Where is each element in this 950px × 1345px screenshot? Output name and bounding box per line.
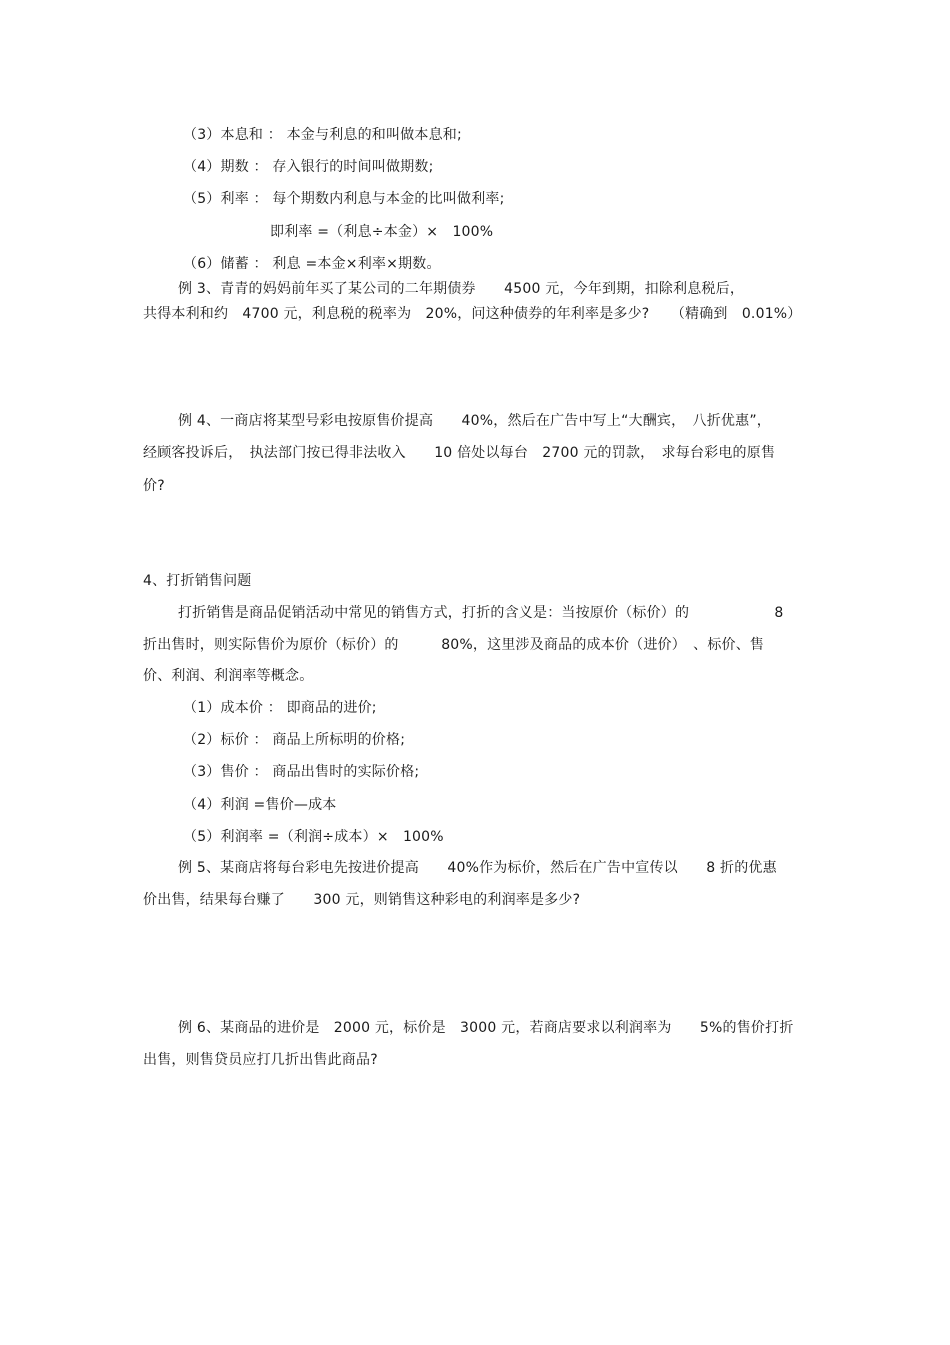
discount-paragraph-line-3: 价、利润、利润率等概念。 — [143, 668, 314, 684]
example-4-line-3: 价? — [143, 478, 165, 494]
example-5-line-2: 价出售，结果每台赚了 300 元，则销售这种彩电的利润率是多少? — [143, 892, 581, 908]
discount-paragraph-line-1: 打折销售是商品促销活动中常见的销售方式，打折的含义是：当按原价（标价）的 8 — [178, 605, 784, 621]
interest-rate-formula: 即利率 =（利息÷本金）× 100% — [270, 224, 494, 240]
profit-definition: （4）利润 =售价—成本 — [183, 797, 337, 813]
interest-rate-definition: （5）利率 ： 每个期数内利息与本金的比叫做利率; — [183, 191, 505, 207]
marked-price-definition: （2）标价 ： 商品上所标明的价格; — [183, 732, 406, 748]
period-definition: （4）期数 ： 存入银行的时间叫做期数; — [183, 159, 434, 175]
discount-paragraph-line-2: 折出售时，则实际售价为原价（标价）的 80%，这里涉及商品的成本价（进价） 、标价、售 — [143, 637, 765, 653]
example-4-line-1: 例 4、一商店将某型号彩电按原售价提高 40%，然后在广告中写上“大酬宾， 八折优惠”， — [178, 413, 771, 429]
example-6-line-2: 出售，则售贷员应打几折出售此商品? — [143, 1052, 378, 1068]
cost-price-definition: （1）成本价 ： 即商品的进价; — [183, 700, 377, 716]
profit-rate-definition: （5）利润率 =（利润÷成本）× 100% — [183, 829, 444, 845]
section-4-title: 4、打折销售问题 — [143, 573, 252, 589]
interest-sum-definition: （3）本息和 ： 本金与利息的和叫做本息和; — [183, 127, 462, 143]
selling-price-definition: （3）售价 ： 商品出售时的实际价格; — [183, 764, 420, 780]
savings-formula: （6）储蓄 ： 利息 =本金×利率×期数。 — [183, 256, 441, 272]
example-3-line-2: 共得本利和约 4700 元，利息税的税率为 20%，问这种债券的年利率是多少? （精确到 0.01%） — [143, 306, 802, 322]
example-3-line-1: 例 3、青青的妈妈前年买了某公司的二年期债券 4500 元，今年到期，扣除利息税后， — [178, 281, 745, 297]
example-4-line-2: 经顾客投诉后， 执法部门按已得非法收入 10 倍处以每台 2700 元的罚款， 求每台彩电的原售 — [143, 445, 776, 461]
example-5-line-1: 例 5、某商店将每台彩电先按进价提高 40%作为标价，然后在广告中宣传以 8 折的优惠 — [178, 860, 777, 876]
example-6-line-1: 例 6、某商品的进价是 2000 元，标价是 3000 元，若商店要求以利润率为 5%的售价打折 — [178, 1020, 794, 1036]
